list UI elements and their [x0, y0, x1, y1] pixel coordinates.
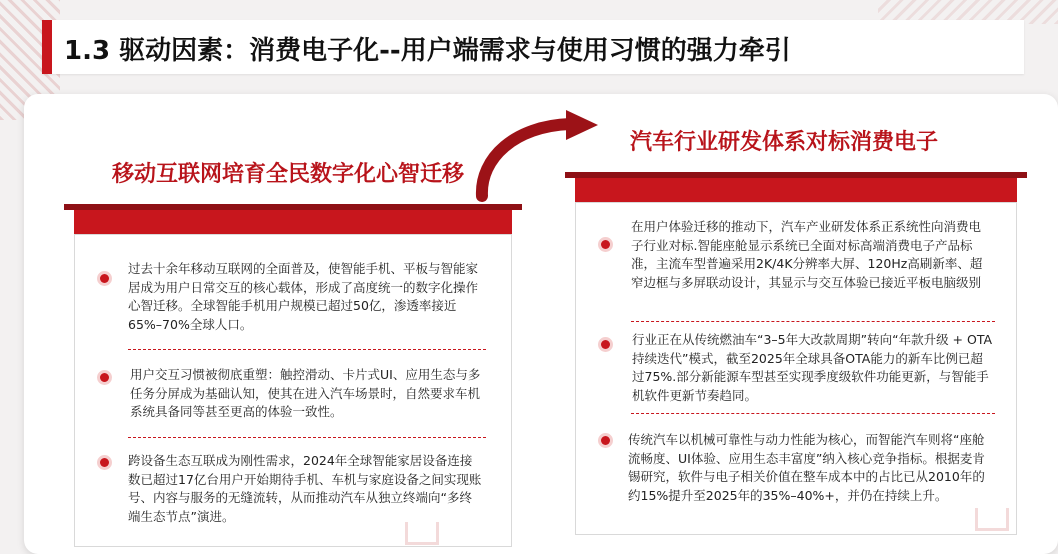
bullet-icon [601, 240, 610, 249]
divider [128, 437, 486, 438]
watermark-icon [405, 522, 439, 545]
bullet-icon [601, 340, 610, 349]
right-item-3: 传统汽车以机械可靠性与动力性能为核心，而智能汽车则将“座舱流畅度、UI体验、应用生态丰富度”纳入核心竞争指标。根据麦肯锡研究，软件与电子相关价值在整车成本中的占比已从2010年的约15%提升至2025年的35%–40%+，并仍在持续上升。 [628, 432, 985, 503]
divider [128, 349, 486, 350]
divider [631, 321, 995, 322]
left-heading: 移动互联网培育全民数字化心智迁移 [112, 162, 465, 187]
bullet-icon [100, 458, 109, 467]
bullet-icon [100, 373, 109, 382]
watermark-icon [975, 508, 1009, 531]
right-item-2: 行业正在从传统燃油车“3–5年大改款周期”转向“年款升级 + OTA持续迭代”模式，截至2025年全球具备OTA能力的新车比例已超过75%.部分新能源车型甚至实现季度级软件功能更新，与智能手机软件更新节奏趋同。 [632, 332, 993, 403]
page-title: 1.3 驱动因素：消费电子化--用户端需求与使用习惯的强力牵引 [64, 36, 791, 66]
right-item-1: 在用户体验迁移的推动下，汽车产业研发体系正系统性向消费电子行业对标.智能座舱显示系统已全面对标高端消费电子产品标准，主流车型普遍采用2K/4K分辨率大屏、120Hz高刷新率、超窄边框与多屏联动设计，其显示与交互体验已接近平板电脑级别 [631, 219, 983, 290]
bullet-icon [601, 436, 610, 445]
title-bar [42, 20, 1024, 74]
left-item-1: 过去十余年移动互联网的全面普及，使智能手机、平板与智能家居成为用户日常交互的核心载体，形成了高度统一的数字化操作心智迁移。全球智能手机用户规模已超过50亿，渗透率接近65%–70%全球人口。 [128, 261, 479, 332]
bullet-icon [100, 274, 109, 283]
left-item-3: 跨设备生态互联成为刚性需求，2024年全球智能家居设备连接数已超过17亿台用户开始期待手机、车机与家庭设备之间实现账号、内容与服务的无缝流转，从而推动汽车从独立终端向“多终端生态节点”演进。 [128, 453, 482, 524]
divider [631, 413, 995, 414]
right-heading: 汽车行业研发体系对标消费电子 [630, 130, 939, 155]
left-item-2: 用户交互习惯被彻底重塑：触控滑动、卡片式UI、应用生态与多任务分屏成为基础认知，使其在进入汽车场景时，自然要求车机系统具备同等甚至更高的体验一致性。 [130, 367, 481, 419]
